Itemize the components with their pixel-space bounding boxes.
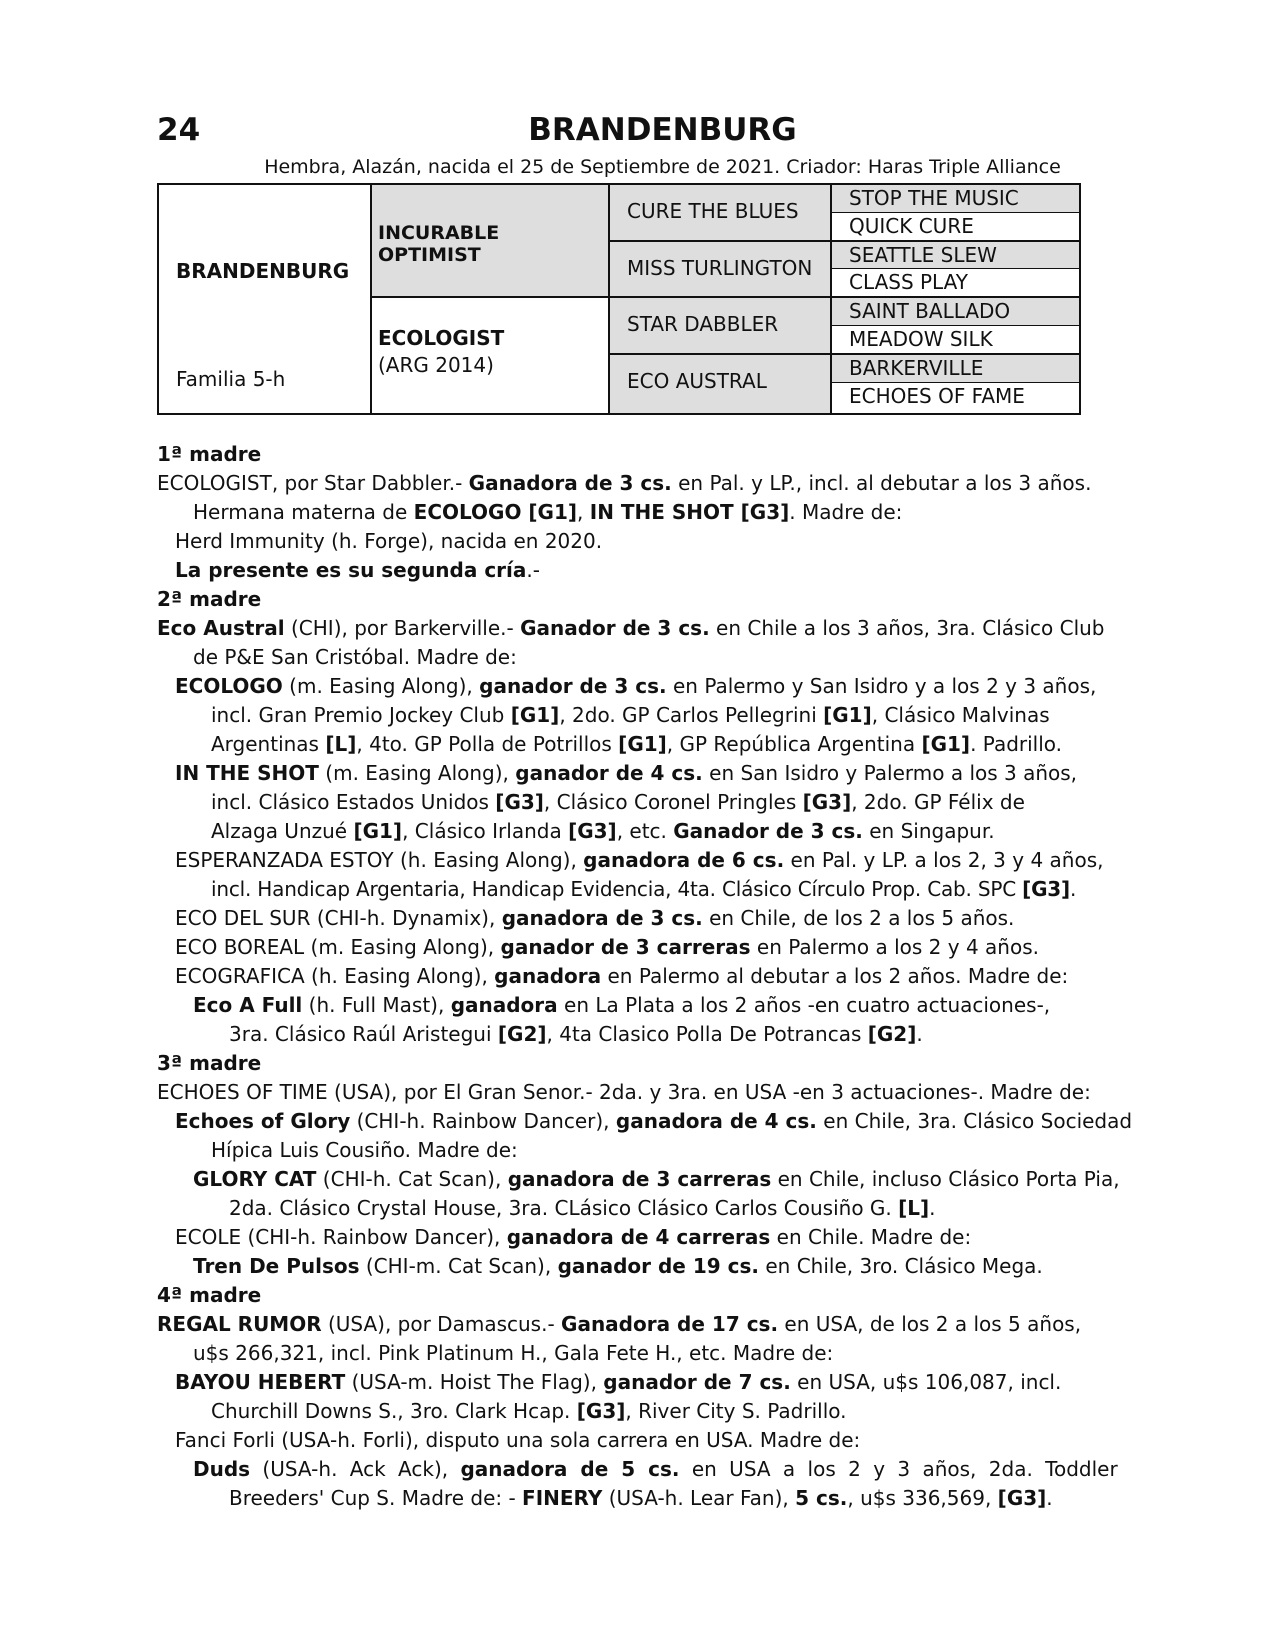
section-heading: 4ª madre <box>157 1283 262 1307</box>
text-line: La presente es su segunda cría.- <box>175 558 540 582</box>
text-line: BAYOU HEBERT (USA-m. Hoist The Flag), ganador de 7 cs. en USA, u$s 106,087, incl. <box>175 1370 1062 1394</box>
page-title: BRANDENBURG <box>528 112 797 148</box>
pedigree-table <box>157 183 1081 415</box>
pedigree-gen2-name: ECO AUSTRAL <box>627 369 767 393</box>
text-line: Churchill Downs S., 3ro. Clark Hcap. [G3], River City S. Padrillo. <box>211 1399 847 1423</box>
maternal-line <box>157 440 1133 1513</box>
section-heading: 2ª madre <box>157 587 262 611</box>
pedigree-gen2-name: STAR DABBLER <box>627 312 779 336</box>
text-line: ECO DEL SUR (CHI-h. Dynamix), ganadora de 3 cs. en Chile, de los 2 a los 5 años. <box>175 906 1015 930</box>
pedigree-gen3-cell: SEATTLE SLEW <box>832 242 1079 269</box>
text-line: Eco A Full (h. Full Mast), ganadora en La Plata a los 2 años -en cuatro actuaciones-, <box>193 993 1051 1017</box>
text-line: Breeders' Cup S. Madre de: - FINERY (USA-h. Lear Fan), 5 cs., u$s 336,569, [G3]. <box>229 1486 1053 1510</box>
pedigree-gen3-cell: STOP THE MUSIC <box>832 185 1079 213</box>
section-heading: 3ª madre <box>157 1051 262 1075</box>
text-line: Tren De Pulsos (CHI-m. Cat Scan), ganador de 19 cs. en Chile, 3ro. Clásico Mega. <box>193 1254 1043 1278</box>
lot-number: 24 <box>157 112 201 148</box>
pedigree-sire: INCURABLE OPTIMIST <box>378 222 500 266</box>
text-line: incl. Handicap Argentaria, Handicap Evidencia, 4ta. Clásico Círculo Prop. Cab. SPC [G3]. <box>211 877 1077 901</box>
text-line: ESPERANZADA ESTOY (h. Easing Along), ganadora de 6 cs. en Pal. y LP. a los 2, 3 y 4 años, <box>175 848 1104 872</box>
pedigree-dam-note: (ARG 2014) <box>378 353 494 377</box>
text-line: Eco Austral (CHI), por Barkerville.- Ganador de 3 cs. en Chile a los 3 años, 3ra. Clásico Club <box>157 616 1105 640</box>
text-line: REGAL RUMOR (USA), por Damascus.- Ganadora de 17 cs. en USA, de los 2 a los 5 años, <box>157 1312 1082 1336</box>
pedigree-gen3-cell: BARKERVILLE <box>832 355 1079 383</box>
text-line: ECOLOGO (m. Easing Along), ganador de 3 cs. en Palermo y San Isidro y a los 2 y 3 años, <box>175 674 1097 698</box>
text-line: Duds (USA-h. Ack Ack), ganadora de 5 cs. en USA a los 2 y 3 años, 2da. Toddler <box>193 1457 1118 1481</box>
pedigree-gen2-name: MISS TURLINGTON <box>627 256 813 280</box>
text-line: u$s 266,321, incl. Pink Platinum H., Gala Fete H., etc. Madre de: <box>193 1341 834 1365</box>
pedigree-dam: ECOLOGIST <box>378 326 505 350</box>
pedigree-gen3-cell: QUICK CURE <box>832 213 1079 242</box>
pedigree-gen3-cell: ECHOES OF FAME <box>832 383 1079 413</box>
text-line: GLORY CAT (CHI-h. Cat Scan), ganadora de 3 carreras en Chile, incluso Clásico Porta Pia, <box>193 1167 1120 1191</box>
text-line: Echoes of Glory (CHI-h. Rainbow Dancer), ganadora de 4 cs. en Chile, 3ra. Clásico Sociedad <box>175 1109 1133 1133</box>
pedigree-gen2-cell <box>610 298 832 355</box>
text-line: ECHOES OF TIME (USA), por El Gran Senor.- 2da. y 3ra. en USA -en 3 actuaciones-. Madre de: <box>157 1080 1091 1104</box>
text-line: IN THE SHOT (m. Easing Along), ganador de 4 cs. en San Isidro y Palermo a los 3 años, <box>175 761 1078 785</box>
pedigree-gen3-cell: MEADOW SILK <box>832 326 1079 355</box>
text-line: incl. Gran Premio Jockey Club [G1], 2do. GP Carlos Pellegrini [G1], Clásico Malvinas <box>211 703 1050 727</box>
text-line: ECO BOREAL (m. Easing Along), ganador de 3 carreras en Palermo a los 2 y 4 años. <box>175 935 1039 959</box>
text-line: Hípica Luis Cousiño. Madre de: <box>211 1138 518 1162</box>
pedigree-family: Familia 5-h <box>176 367 286 391</box>
pedigree-gen2-name: CURE THE BLUES <box>627 199 799 223</box>
pedigree-horse-name: BRANDENBURG <box>176 259 350 283</box>
text-line: Alzaga Unzué [G1], Clásico Irlanda [G3], etc. Ganador de 3 cs. en Singapur. <box>211 819 995 843</box>
text-line: ECOLE (CHI-h. Rainbow Dancer), ganadora de 4 carreras en Chile. Madre de: <box>175 1225 972 1249</box>
pedigree-gen2-cell <box>610 185 832 242</box>
text-line: ECOLOGIST, por Star Dabbler.- Ganadora de 3 cs. en Pal. y LP., incl. al debutar a los 3 años. <box>157 471 1092 495</box>
horse-description: Hembra, Alazán, nacida el 25 de Septiembre de 2021. Criador: Haras Triple Alliance <box>264 156 1061 178</box>
text-line: Herd Immunity (h. Forge), nacida en 2020. <box>175 529 603 553</box>
pedigree-gen3-cell: CLASS PLAY <box>832 269 1079 298</box>
pedigree-dam-cell <box>372 298 610 413</box>
text-line: incl. Clásico Estados Unidos [G3], Clásico Coronel Pringles [G3], 2do. GP Félix de <box>211 790 1025 814</box>
pedigree-sire-cell <box>372 185 610 298</box>
pedigree-gen3-cell: SAINT BALLADO <box>832 298 1079 326</box>
pedigree-gen2-cell <box>610 242 832 298</box>
text-line: Argentinas [L], 4to. GP Polla de Potrillos [G1], GP República Argentina [G1]. Padrillo. <box>211 732 1063 756</box>
pedigree-horse-cell <box>159 185 372 413</box>
text-line: 3ra. Clásico Raúl Aristegui [G2], 4ta Clasico Polla De Potrancas [G2]. <box>229 1022 923 1046</box>
text-line: Fanci Forli (USA-h. Forli), disputo una sola carrera en USA. Madre de: <box>175 1428 861 1452</box>
text-line: Hermana materna de ECOLOGO [G1], IN THE SHOT [G3]. Madre de: <box>193 500 903 524</box>
section-heading: 1ª madre <box>157 442 262 466</box>
text-line: ECOGRAFICA (h. Easing Along), ganadora en Palermo al debutar a los 2 años. Madre de: <box>175 964 1069 988</box>
text-line: 2da. Clásico Crystal House, 3ra. CLásico Clásico Carlos Cousiño G. [L]. <box>229 1196 936 1220</box>
text-line: de P&E San Cristóbal. Madre de: <box>193 645 517 669</box>
pedigree-gen2-cell <box>610 355 832 413</box>
